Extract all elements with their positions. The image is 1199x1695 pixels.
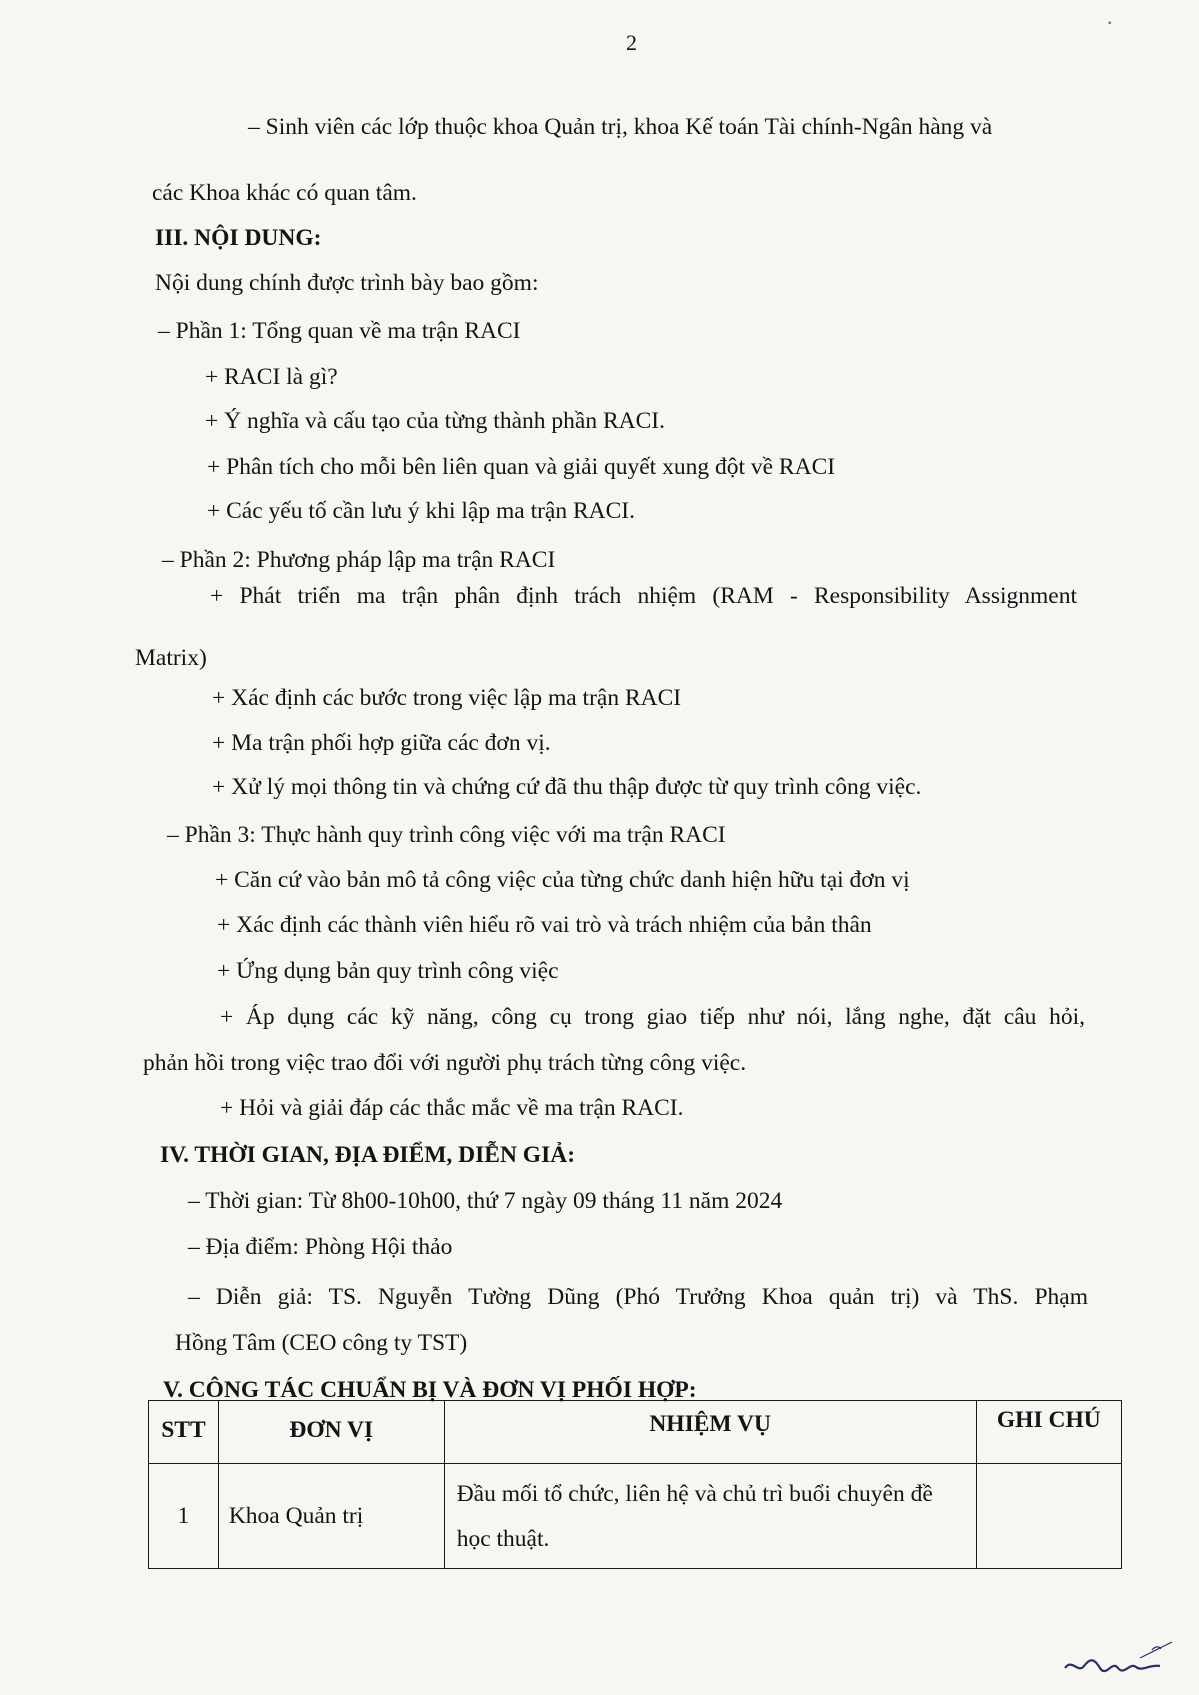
part-1-item: + Các yếu tố cần lưu ý khi lập ma trận RACI. — [207, 498, 636, 524]
part-1-item: + RACI là gì? — [205, 364, 338, 390]
part-2-title: – Phần 2: Phương pháp lập ma trận RACI — [162, 547, 556, 573]
section-4-heading: IV. THỜI GIAN, ĐỊA ĐIỂM, DIỄN GIẢ: — [160, 1142, 576, 1168]
speaker-line-1: – Diễn giả: TS. Nguyễn Tường Dũng (Phó Trưởng Khoa quản trị) và ThS. Phạm — [188, 1284, 1088, 1310]
section-3-lead: Nội dung chính được trình bày bao gồm: — [155, 270, 539, 296]
part-3-item-4-line-1: + Áp dụng các kỹ năng, công cụ trong giao tiếp như nói, lắng nghe, đặt câu hỏi, — [220, 1004, 1085, 1030]
section-3-heading: III. NỘI DUNG: — [155, 225, 322, 251]
table-row — [149, 1464, 1122, 1569]
part-2-item-1-line-1: + Phát triển ma trận phân định trách nhiệm (RAM - Responsibility Assignment — [210, 583, 1077, 609]
part-3-item-5: + Hỏi và giải đáp các thắc mắc về ma trận RACI. — [220, 1095, 684, 1121]
header-stt: STT — [149, 1401, 219, 1464]
part-2-item: + Xử lý mọi thông tin và chứng cứ đã thu thập được từ quy trình công việc. — [212, 774, 922, 800]
part-1-item: + Ý nghĩa và cấu tạo của từng thành phần RACI. — [205, 408, 665, 434]
part-3-item-4-line-2: phản hồi trong việc trao đổi với người phụ trách từng công việc. — [143, 1050, 747, 1076]
header-note: GHI CHÚ — [976, 1401, 1121, 1464]
header-task: NHIỆM VỤ — [444, 1401, 976, 1464]
table-header-row — [149, 1401, 1122, 1464]
section-5-heading: V. CÔNG TÁC CHUẨN BỊ VÀ ĐƠN VỊ PHỐI HỢP: — [163, 1377, 697, 1403]
part-2-item: + Ma trận phối hợp giữa các đơn vị. — [212, 730, 551, 756]
part-1-title: – Phần 1: Tổng quan về ma trận RACI — [158, 318, 521, 344]
cell-stt: 1 — [149, 1464, 219, 1569]
page-number: 2 — [626, 30, 637, 55]
place-line: – Địa điểm: Phòng Hội thảo — [188, 1234, 453, 1260]
part-3-item: + Căn cứ vào bản mô tả công việc của từng chức danh hiện hữu tại đơn vị — [215, 867, 910, 893]
part-2-item: + Xác định các bước trong việc lập ma trận RACI — [212, 685, 682, 711]
part-3-item: + Ứng dụng bản quy trình công việc — [217, 958, 559, 984]
signature-mark — [1060, 1640, 1180, 1680]
part-2-item-1-line-2: Matrix) — [135, 645, 207, 671]
coordination-table — [148, 1400, 1122, 1569]
cell-task: Đầu mối tổ chức, liên hệ và chủ trì buổi chuyên đề học thuật. — [444, 1464, 976, 1569]
part-3-title: – Phần 3: Thực hành quy trình công việc với ma trận RACI — [167, 822, 726, 848]
header-unit: ĐƠN VỊ — [218, 1401, 444, 1464]
intro-line-2: các Khoa khác có quan tâm. — [152, 180, 417, 206]
intro-line-1: – Sinh viên các lớp thuộc khoa Quản trị, khoa Kế toán Tài chính-Ngân hàng và — [248, 114, 993, 140]
cell-unit: Khoa Quản trị — [218, 1464, 444, 1569]
part-3-item: + Xác định các thành viên hiểu rõ vai trò và trách nhiệm của bản thân — [217, 912, 872, 938]
scan-mark: ▪ — [1108, 18, 1112, 29]
part-1-item: + Phân tích cho mỗi bên liên quan và giải quyết xung đột về RACI — [207, 454, 836, 480]
cell-note — [976, 1464, 1121, 1569]
speaker-line-2: Hồng Tâm (CEO công ty TST) — [175, 1330, 468, 1356]
time-line: – Thời gian: Từ 8h00-10h00, thứ 7 ngày 09 tháng 11 năm 2024 — [188, 1188, 783, 1214]
